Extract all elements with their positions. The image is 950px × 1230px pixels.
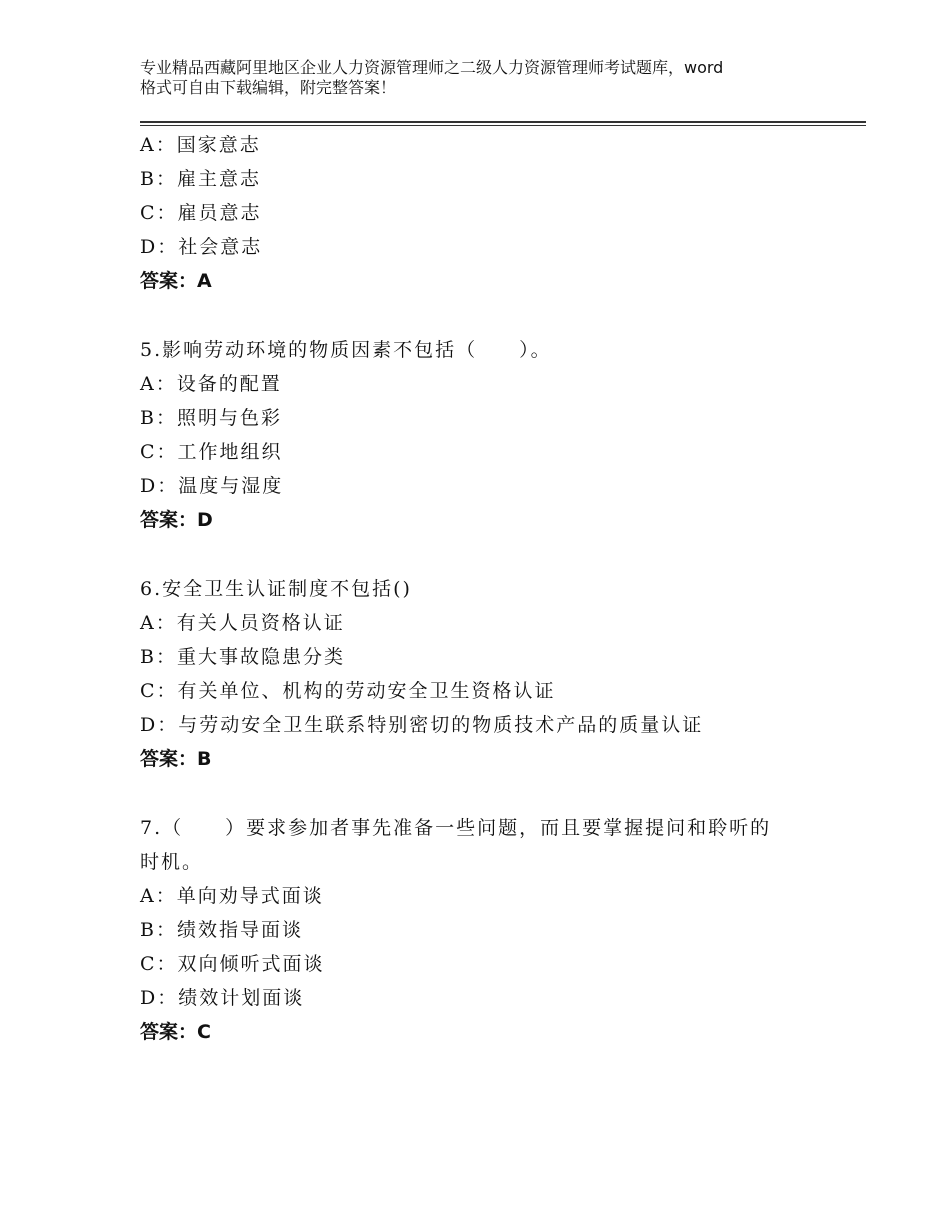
option-b: B：重大事故隐患分类 — [140, 646, 345, 668]
spacer — [140, 537, 860, 572]
header-title-line-2: 格式可自由下载编辑，附完整答案！ — [140, 78, 397, 97]
question-5 — [140, 333, 860, 537]
question-6 — [140, 572, 860, 776]
answer-label: 答案：A — [140, 270, 212, 292]
option-a: A：国家意志 — [140, 134, 261, 156]
option-c: C：雇员意志 — [140, 202, 262, 224]
option-a: A：有关人员资格认证 — [140, 612, 345, 634]
question-7 — [140, 811, 860, 1049]
spacer — [140, 776, 860, 811]
option-d: D：绩效计划面谈 — [140, 987, 305, 1009]
header-rule-thick — [140, 121, 866, 123]
option-c: C：双向倾听式面谈 — [140, 953, 325, 975]
question-list — [140, 128, 860, 1049]
header-title-line-1: 专业精品西藏阿里地区企业人力资源管理师之二级人力资源管理师考试题库，word — [140, 58, 724, 77]
option-d: D：社会意志 — [140, 236, 263, 258]
document-header — [140, 58, 840, 98]
question-stem-line-2: 时机。 — [140, 851, 204, 873]
question-stem-line-1: 7.（ ）要求参加者事先准备一些问题，而且要掌握提问和聆听的 — [140, 817, 772, 839]
option-d: D：温度与湿度 — [140, 475, 284, 497]
option-a: A：设备的配置 — [140, 373, 282, 395]
option-c: C：工作地组织 — [140, 441, 283, 463]
answer-label: 答案：B — [140, 748, 212, 770]
question-stem: 6.安全卫生认证制度不包括() — [140, 578, 412, 600]
header-rule-thin — [140, 125, 866, 126]
option-b: B：绩效指导面谈 — [140, 919, 303, 941]
answer-label: 答案：C — [140, 1021, 211, 1043]
question-4 — [140, 128, 860, 298]
option-b: B：照明与色彩 — [140, 407, 282, 429]
spacer — [140, 298, 860, 333]
option-c: C：有关单位、机构的劳动安全卫生资格认证 — [140, 680, 556, 702]
option-b: B：雇主意志 — [140, 168, 261, 190]
option-a: A：单向劝导式面谈 — [140, 885, 324, 907]
answer-label: 答案：D — [140, 509, 213, 531]
option-d: D：与劳动安全卫生联系特别密切的物质技术产品的质量认证 — [140, 714, 704, 736]
question-stem: 5.影响劳动环境的物质因素不包括（ ）。 — [140, 339, 552, 361]
